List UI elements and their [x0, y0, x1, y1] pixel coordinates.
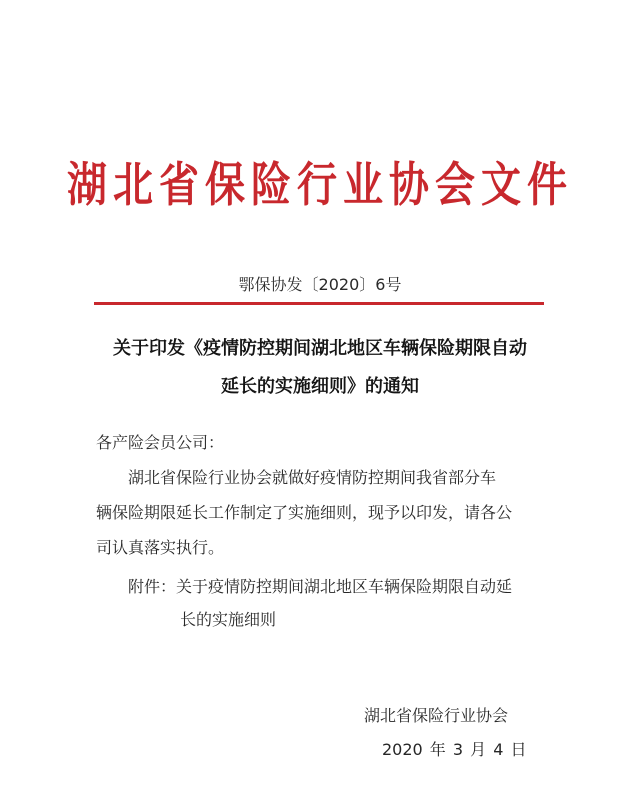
- addressee: 各产险会员公司：: [96, 433, 225, 452]
- red-divider-line: [94, 302, 544, 305]
- attachment-line-2: 长的实施细则: [180, 610, 277, 629]
- notice-title-line-1: 关于印发《疫情防控期间湖北地区车辆保险期限自动: [113, 338, 527, 359]
- body-paragraph-line-1: 湖北省保险行业协会就做好疫情防控期间我省部分车: [128, 468, 497, 487]
- document-number: 鄂保协发〔2020〕6号: [238, 275, 402, 294]
- attachment-note: [128, 570, 512, 636]
- issue-date: 2020 年 3 月 4 日: [382, 740, 527, 759]
- body-paragraph-line-3: 司认真落实执行。: [96, 538, 225, 557]
- signer-organization: 湖北省保险行业协会: [364, 706, 509, 725]
- body-paragraph-line-2: 辆保险期限延长工作制定了实施细则，现予以印发，请各公: [96, 503, 513, 522]
- document-header-title: 湖北省保险行业协会文件: [67, 157, 573, 213]
- attachment-line-1: 附件：关于疫情防控期间湖北地区车辆保险期限自动延: [128, 577, 513, 596]
- notice-title-line-2: 延长的实施细则》的通知: [221, 376, 419, 397]
- body-paragraph: [96, 460, 548, 565]
- notice-title: [0, 330, 640, 406]
